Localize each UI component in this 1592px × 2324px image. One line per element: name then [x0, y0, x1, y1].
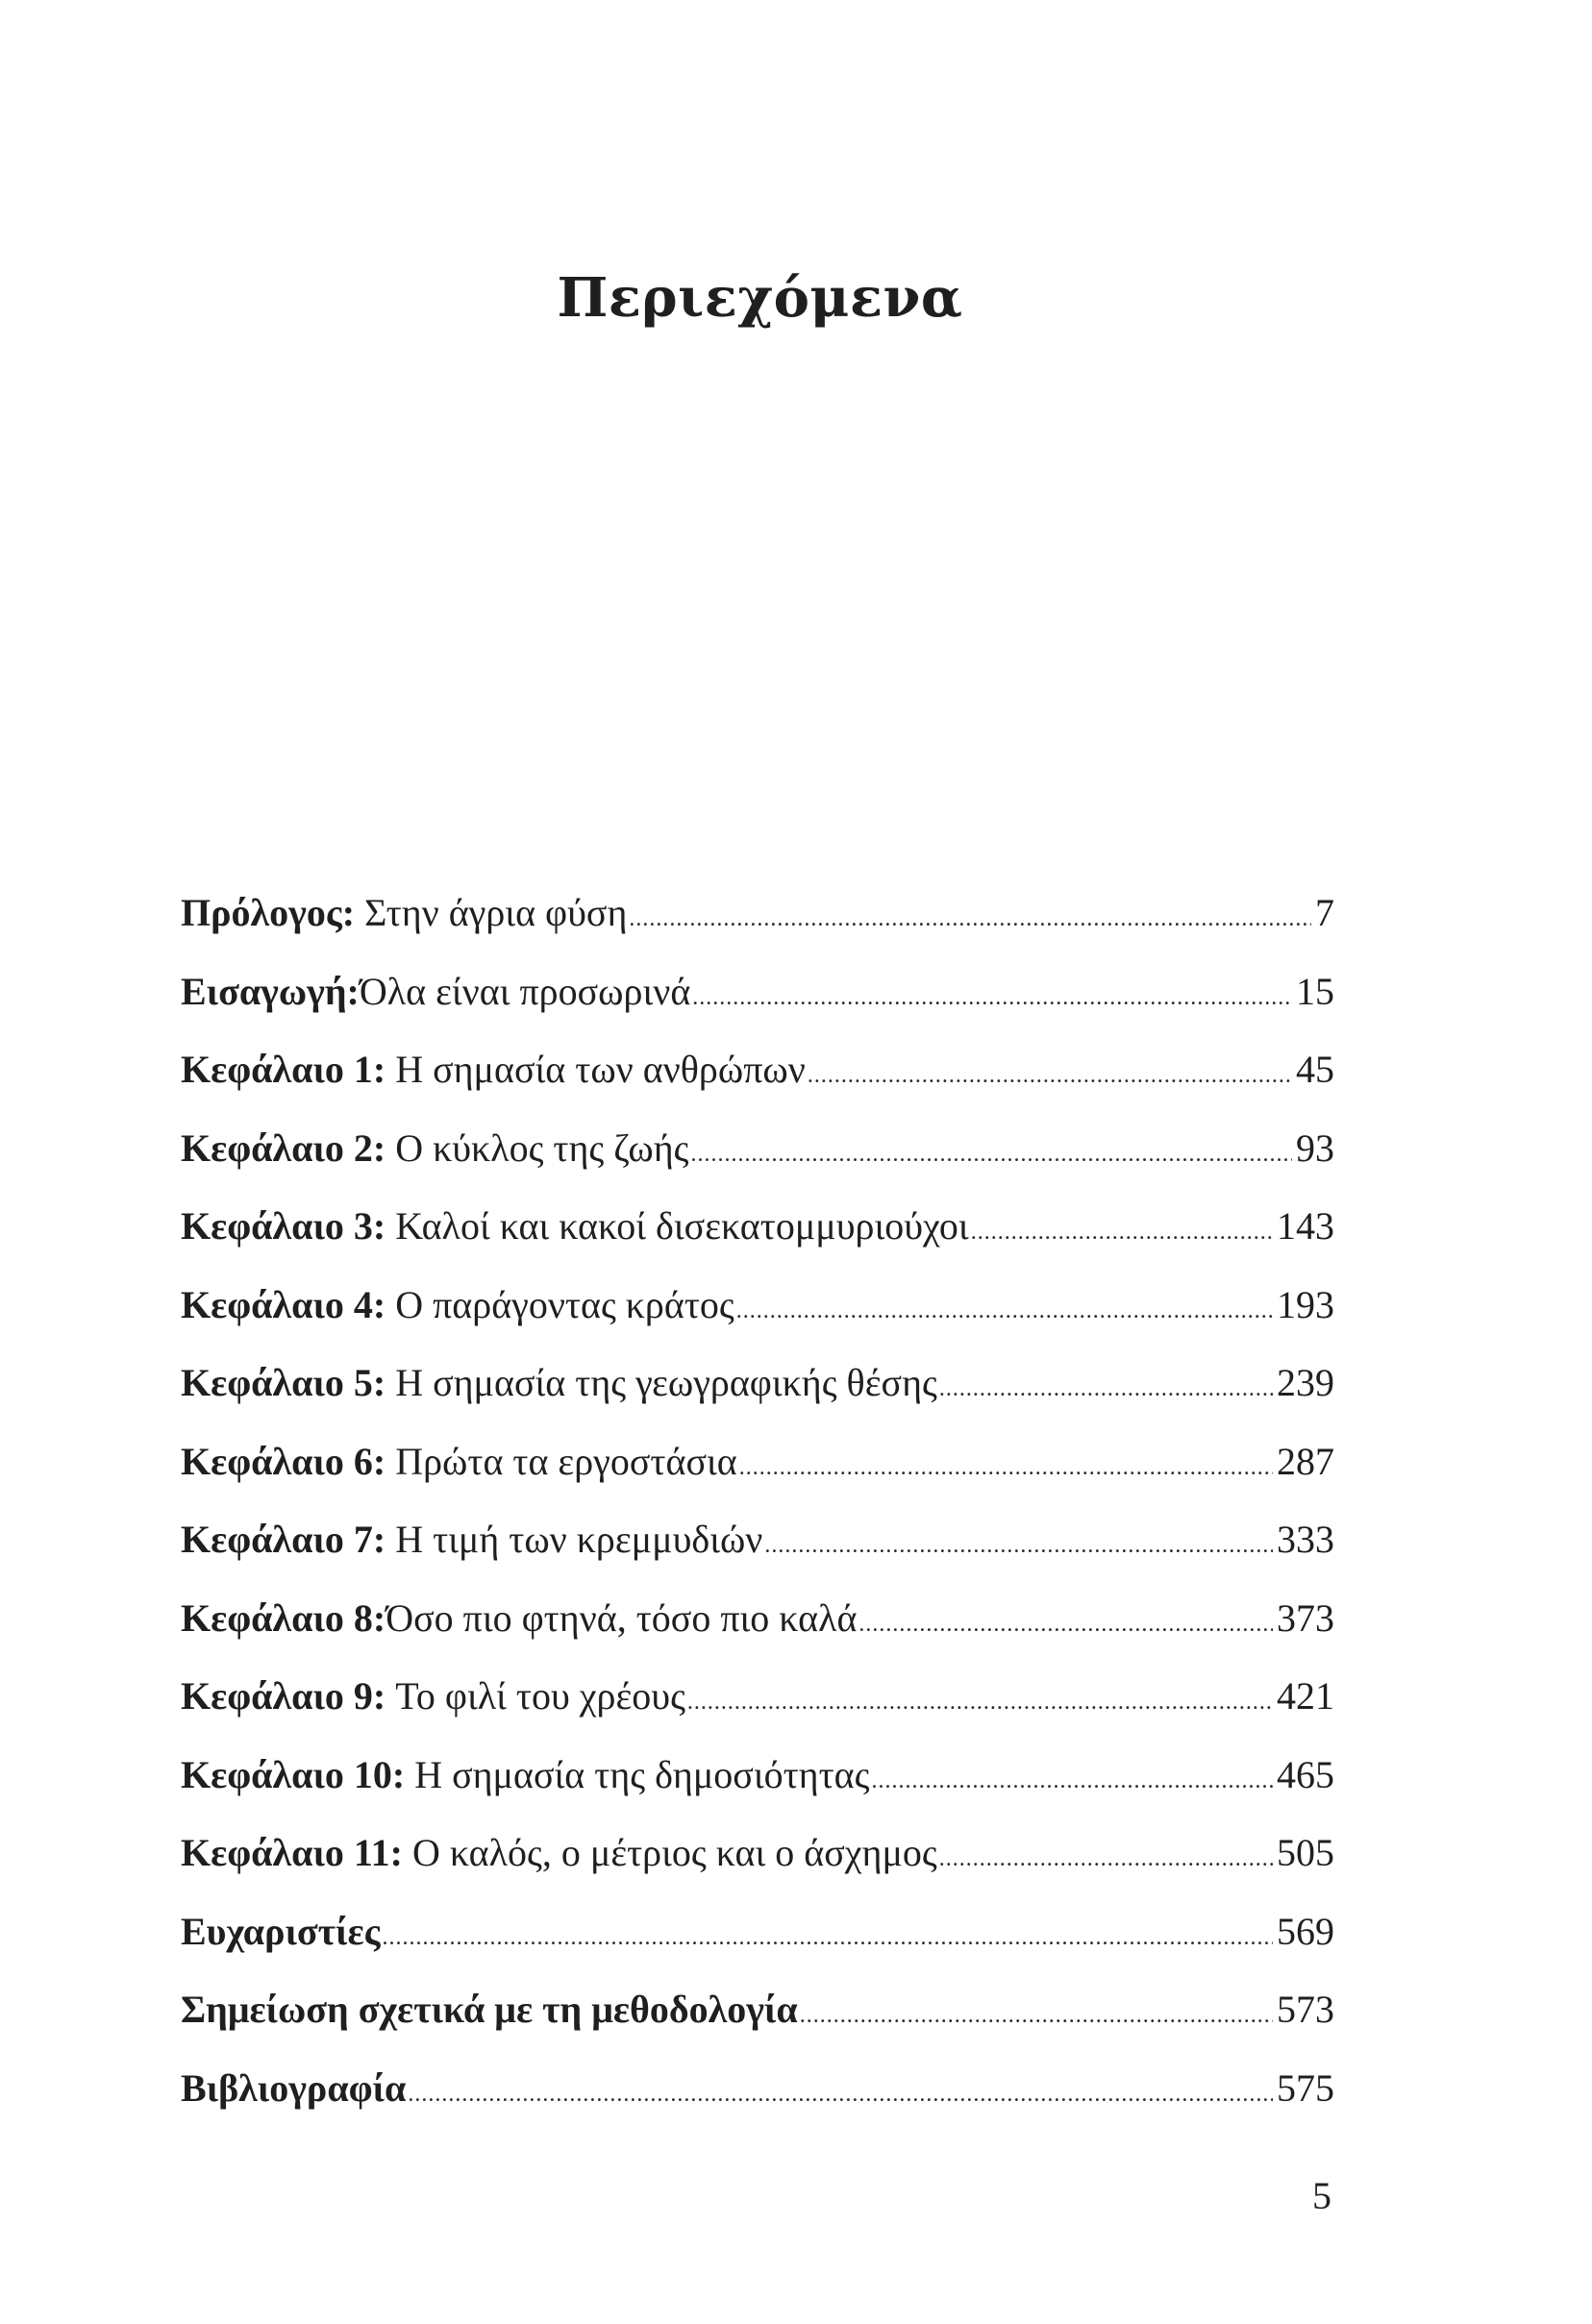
- toc-entry-subtitle: Ο κύκλος της ζωής: [395, 1125, 689, 1170]
- toc-entry-page-number: 239: [1277, 1361, 1334, 1404]
- toc-entry: [181, 1584, 1334, 1663]
- toc-entry-label: Σημείωση σχετικά με τη μεθοδολογία: [181, 1988, 798, 2031]
- toc-entry: [181, 1114, 1334, 1193]
- dot-leader: [764, 1511, 1273, 1580]
- toc-entry-page-number: 465: [1277, 1752, 1334, 1796]
- toc-entry: [181, 1818, 1334, 1897]
- toc-entry-separator: [386, 1427, 395, 1496]
- toc-entry-separator: [403, 1818, 412, 1888]
- toc-entry-separator: [405, 1741, 414, 1810]
- toc-entry-subtitle: Η σημασία των ανθρώπων: [395, 1048, 806, 1091]
- table-of-contents: [181, 878, 1334, 2132]
- toc-entry-label: Πρόλογος:: [181, 891, 356, 934]
- dot-leader: [739, 1433, 1273, 1502]
- dot-leader: [939, 1824, 1273, 1893]
- toc-entry-page-number: 573: [1277, 1988, 1334, 2031]
- toc-entry-label: Κεφάλαιο 8:: [181, 1595, 386, 1640]
- toc-entry-label: Κεφάλαιο 4:: [181, 1282, 386, 1326]
- toc-entry: [181, 1348, 1334, 1427]
- toc-entry-separator: [386, 1035, 395, 1104]
- page-title: Περιεχόμενα: [557, 266, 963, 330]
- dot-leader: [408, 2060, 1273, 2129]
- toc-entry-label: Κεφάλαιο 11:: [181, 1831, 403, 1874]
- toc-entry-page-number: 333: [1277, 1518, 1334, 1561]
- dot-leader: [629, 884, 1311, 953]
- toc-entry: [181, 1035, 1334, 1114]
- toc-entry-subtitle: Όσο πιο φτηνά, τόσο πιο καλά: [386, 1595, 858, 1640]
- toc-entry-separator: [386, 1348, 395, 1418]
- toc-entry-label: Κεφάλαιο 3:: [181, 1204, 386, 1248]
- toc-entry-separator: [386, 1505, 395, 1574]
- toc-entry-label: Κεφάλαιο 6:: [181, 1439, 386, 1483]
- toc-entry-subtitle: Όλα είναι προσωρινά: [359, 969, 691, 1013]
- toc-entry-subtitle: Το φιλί του χρέους: [395, 1674, 685, 1718]
- toc-entry: [181, 1741, 1334, 1819]
- toc-entry-page-number: 193: [1277, 1282, 1334, 1326]
- toc-entry-page-number: 287: [1277, 1439, 1334, 1483]
- toc-entry-label: Κεφάλαιο 10:: [181, 1752, 406, 1796]
- toc-entry-subtitle: Η σημασία της δημοσιότητας: [414, 1752, 870, 1796]
- toc-entry-page-number: 93: [1296, 1125, 1334, 1170]
- toc-entry-label: Κεφάλαιο 5:: [181, 1361, 386, 1404]
- toc-entry-separator: [386, 1662, 395, 1731]
- toc-entry-page-number: 421: [1277, 1674, 1334, 1718]
- toc-entry-page-number: 373: [1277, 1595, 1334, 1640]
- toc-entry: [181, 1662, 1334, 1741]
- dot-leader: [871, 1746, 1273, 1816]
- toc-entry: [181, 2054, 1334, 2133]
- toc-entry-separator: [386, 1271, 395, 1340]
- toc-entry-page-number: 505: [1277, 1831, 1334, 1874]
- toc-entry: [181, 957, 1334, 1036]
- toc-entry: [181, 1427, 1334, 1506]
- toc-entry: [181, 1192, 1334, 1271]
- toc-entry: [181, 1975, 1334, 2054]
- toc-entry-label: Ευχαριστίες: [181, 1909, 381, 1953]
- toc-entry-label: Εισαγωγή:: [181, 969, 360, 1013]
- toc-entry-label: Κεφάλαιο 7:: [181, 1518, 386, 1561]
- dot-leader: [808, 1041, 1292, 1110]
- dot-leader: [971, 1198, 1273, 1267]
- toc-entry-page-number: 143: [1277, 1204, 1334, 1248]
- toc-entry: [181, 1271, 1334, 1349]
- toc-entry-subtitle: Η σημασία της γεωγραφικής θέσης: [395, 1361, 937, 1404]
- toc-entry-subtitle: Καλοί και κακοί δισεκατομμυριούχοι: [395, 1204, 969, 1248]
- dot-leader: [382, 1903, 1273, 1972]
- toc-entry: [181, 878, 1334, 957]
- dot-leader: [858, 1590, 1273, 1659]
- toc-entry-subtitle: Ο παράγοντας κράτος: [395, 1282, 734, 1326]
- toc-entry-label: Κεφάλαιο 2:: [181, 1125, 386, 1170]
- dot-leader: [690, 1120, 1292, 1189]
- toc-entry-page-number: 15: [1296, 969, 1334, 1013]
- toc-entry-label: Βιβλιογραφία: [181, 2065, 407, 2110]
- toc-entry-page-number: 45: [1296, 1048, 1334, 1091]
- dot-leader: [736, 1276, 1273, 1346]
- dot-leader: [692, 963, 1292, 1032]
- toc-entry-page-number: 575: [1277, 2065, 1334, 2110]
- toc-entry-subtitle: Στην άγρια φύση: [364, 891, 628, 934]
- toc-entry-page-number: 569: [1277, 1909, 1334, 1953]
- dot-leader: [939, 1354, 1273, 1423]
- toc-entry-subtitle: Πρώτα τα εργοστάσια: [395, 1439, 737, 1483]
- toc-entry: [181, 1505, 1334, 1584]
- toc-entry-label: Κεφάλαιο 9:: [181, 1674, 386, 1718]
- dot-leader: [687, 1668, 1273, 1737]
- toc-entry-subtitle: Ο καλός, ο μέτριος και ο άσχημος: [411, 1831, 937, 1874]
- toc-entry-separator: [386, 1114, 395, 1183]
- toc-entry-subtitle: Η τιμή των κρεμμυδιών: [395, 1518, 763, 1561]
- toc-entry-separator: [386, 1192, 395, 1261]
- toc-entry-separator: [355, 878, 364, 948]
- toc-entry-label: Κεφάλαιο 1:: [181, 1048, 386, 1091]
- page-number: 5: [1312, 2174, 1331, 2217]
- toc-entry: [181, 1897, 1334, 1976]
- toc-entry-page-number: 7: [1315, 891, 1334, 934]
- dot-leader: [800, 1981, 1273, 2050]
